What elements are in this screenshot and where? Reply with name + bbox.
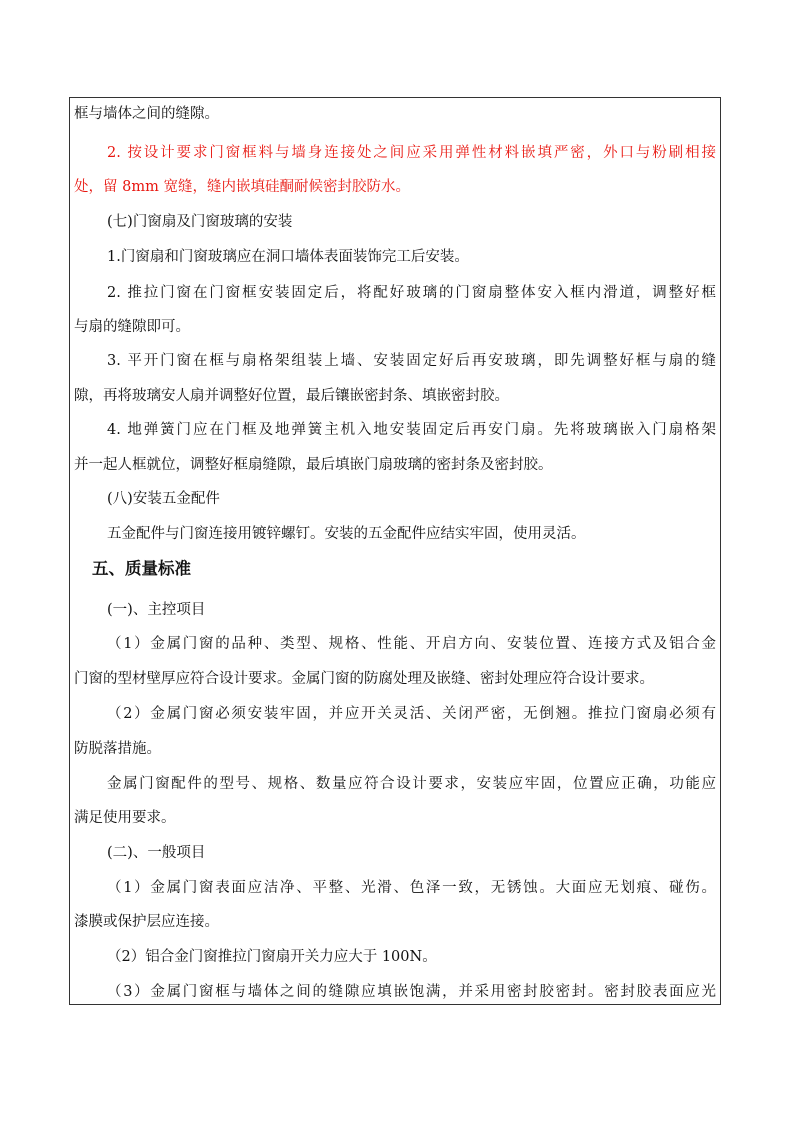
subsection-general: (二)、一般项目 bbox=[107, 845, 206, 861]
section-title-quality-standard: 五、质量标准 bbox=[92, 559, 191, 578]
text-line: 门窗的型材壁厚应符合设计要求。金属门窗的防腐处理及嵌缝、密封处理应符合设计要求。 bbox=[74, 671, 654, 687]
text-line: （3）金属门窗框与墙体之间的缝隙应填嵌饱满，并采用密封胶密封。密封胶表面应光 bbox=[107, 984, 716, 1000]
text-line: 3. 平开门窗在框与扇格架组装上墙、安装固定好后再安玻璃，即先调整好框与扇的缝 bbox=[107, 353, 716, 369]
text-line: （1）金属门窗表面应洁净、平整、光滑、色泽一致，无锈蚀。大面应无划痕、碰伤。 bbox=[107, 880, 716, 896]
text-line: 防脱落措施。 bbox=[74, 741, 161, 757]
text-line: 与扇的缝隙即可。 bbox=[74, 319, 190, 335]
text-line: （2）金属门窗必须安装牢固，并应开关灵活、关闭严密，无倒翘。推拉门窗扇必须有 bbox=[107, 706, 716, 722]
text-line: 并一起人框就位，调整好框扇缝隙，最后填嵌门扇玻璃的密封条及密封胶。 bbox=[74, 457, 553, 473]
text-line-red: 2. 按设计要求门窗框料与墙身连接处之间应采用弹性材料嵌填严密，外口与粉刷相接 bbox=[107, 145, 716, 161]
text-line: 隙，再将玻璃安人扇并调整好位置，最后镶嵌密封条、填嵌密封胶。 bbox=[74, 388, 509, 404]
text-line: 五金配件与门窗连接用镀锌螺钉。安装的五金配件应结实牢固，使用灵活。 bbox=[107, 526, 586, 542]
section-heading-8: (八)安装五金配件 bbox=[107, 491, 220, 507]
text-line: 满足使用要求。 bbox=[74, 810, 176, 826]
text-line: 2. 推拉门窗在门窗框安装固定后，将配好玻璃的门窗扇整体安入框内滑道，调整好框 bbox=[107, 285, 716, 301]
section-heading-7: (七)门窗扇及门窗玻璃的安装 bbox=[107, 214, 293, 230]
subsection-main-control: (一)、主控项目 bbox=[107, 602, 206, 618]
text-line: 4. 地弹簧门应在门框及地弹簧主机入地安装固定后再安门扇。先将玻璃嵌入门扇格架 bbox=[107, 422, 716, 438]
document-frame bbox=[69, 97, 721, 1005]
text-line: 金属门窗配件的型号、规格、数量应符合设计要求，安装应牢固，位置应正确，功能应 bbox=[107, 776, 716, 792]
text-line: 漆膜或保护层应连接。 bbox=[74, 914, 219, 930]
text-line: （2）铝合金门窗推拉门窗扇开关力应大于 100N。 bbox=[107, 949, 437, 965]
text-line: 1.门窗扇和门窗玻璃应在洞口墙体表面装饰完工后安装。 bbox=[107, 249, 469, 265]
text-line: 框与墙体之间的缝隙。 bbox=[74, 106, 219, 122]
text-line: （1）金属门窗的品种、类型、规格、性能、开启方向、安装位置、连接方式及铝合金 bbox=[107, 636, 716, 652]
text-line-red: 处，留 8mm 宽缝，缝内嵌填硅酮耐候密封胶防水。 bbox=[74, 179, 410, 195]
